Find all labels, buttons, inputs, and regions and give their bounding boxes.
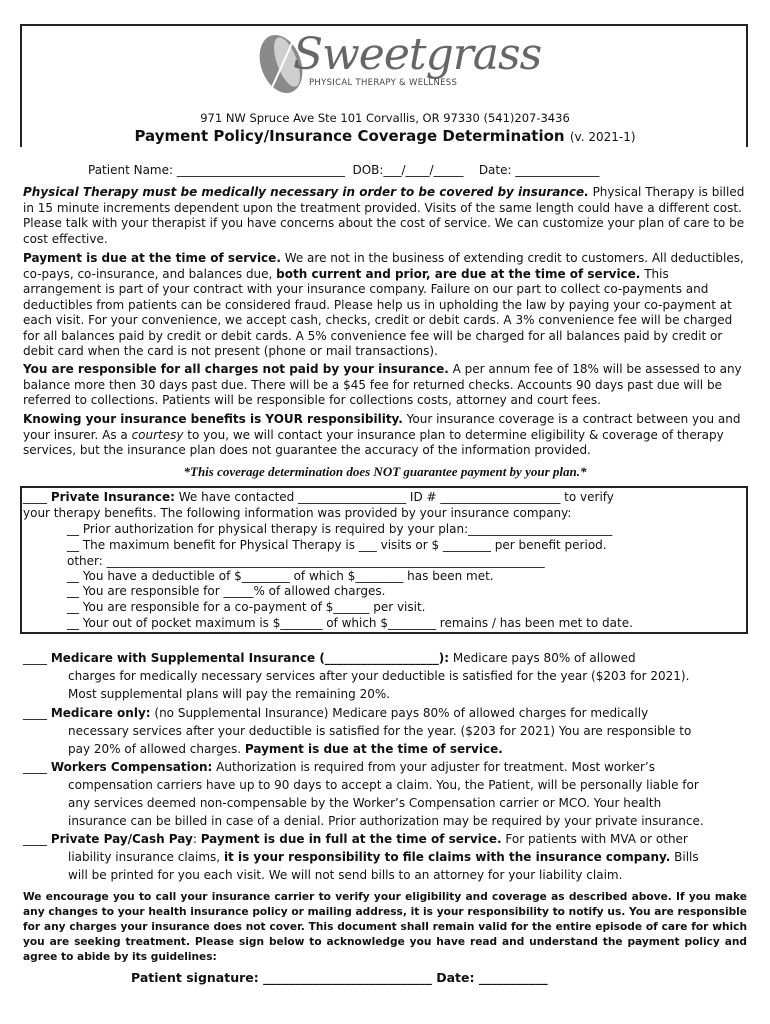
medicare-supplemental-line: Most supplemental plans will pay the remaining 20%. [68,687,391,701]
benefit-item[interactable]: __ You are responsible for a co-payment of $______ per visit. [67,600,426,614]
p4-lead: Knowing your insurance benefits is YOUR responsibility. [23,412,403,426]
p2-text-a: We are not in the business of extending credit to customers. All deductibles, co-pays, co-insurance, and balances due, [23,251,744,281]
benefit-item[interactable]: __ Your out of pocket maximum is $_______ of which $________ remains / has been met to date. [67,616,633,630]
paragraph-medical-necessity [23,185,747,247]
version-label: (v. 2021-1) [569,130,636,144]
benefit-item[interactable]: __ You are responsible for _____% of allowed charges. [67,584,386,598]
paragraph-insurance-benefits [23,412,747,459]
private-pay-line2b: it is your responsibility to file claims with the insurance company. [223,850,671,864]
workers-comp-label: Workers Compensation: [50,760,213,774]
medicare-only-line3 [23,740,747,758]
medicare-only-text: (no Supplemental Insurance) Medicare pays 80% of allowed charges for medically [150,706,649,720]
title-text: Payment Policy/Insurance Coverage Determination [134,127,565,145]
private-pay-line2c: Bills [670,850,699,864]
private-insurance-line1-rest[interactable]: We have contacted __________________ ID # ____________________ to verify [174,490,614,504]
logo-wordmark: Sweetgrass [293,29,542,80]
p4-text-b: to you, we will contact your insurance plan to determine eligibility & coverage of therapy services, but the insurance plan does not guarantee the accuracy of the information provided. [23,427,724,457]
benefit-item[interactable]: __ Prior authorization for physical therapy is required by your plan:________________________ [67,522,613,536]
p1-text: Physical Therapy is billed in 15 minute increments dependent upon the treatment provided. Visits of the same length could have a different cost. Please talk with your therapist if you have concerns about the cost of service. We can customize your plan of care to be cost effective. [23,185,745,246]
private-pay-bold: Payment is due in full at the time of service. [200,832,502,846]
p3-text: A per annum fee of 18% will be assessed to any balance more then 30 days past due. There will be a $45 fee for returned checks. Accounts 90 days past due will be referred to collections. Patients will be responsible for collections costs, attorney and court fees. [23,362,742,407]
p2-bold-b: both current and prior, are due at the time of service. [276,266,641,281]
medicare-supplemental-section [23,649,747,703]
logo-subtitle: PHYSICAL THERAPY & WELLNESS [309,78,458,88]
workers-comp-line: compensation carriers have up to 90 days to accept a claim. You, the Patient, will be personally liable for [68,778,699,792]
medicare-supplemental-label: Medicare with Supplemental Insurance (___________________): [50,651,450,665]
paragraph-payment-due [23,251,747,360]
private-insurance-line1 [23,490,614,506]
patient-name-field[interactable]: Patient Name: ____________________________ [88,163,345,177]
private-pay-line2a: liability insurance claims, [68,850,224,864]
medicare-only-line3b: Payment is due at the time of service. [244,742,503,756]
sweetgrass-logo [251,28,542,106]
private-pay-checkbox[interactable]: ____ [23,832,51,846]
p1-lead: Physical Therapy must be medically necessary in order to be covered by insurance. [23,185,589,199]
private-pay-line3: will be printed for you each visit. We will not send bills to an attorney for your liability claim. [68,868,623,882]
workers-comp-line: insurance can be billed in case of a denial. Prior authorization may be required by your private insurance. [68,814,704,828]
private-pay-text: For patients with MVA or other [501,832,688,846]
paragraph-responsibility [23,362,747,409]
workers-comp-section [23,758,747,830]
benefit-item[interactable]: __ The maximum benefit for Physical Therapy is ___ visits or $ ________ per benefit period. [67,538,607,552]
p3-lead: You are responsible for all charges not paid by your insurance. [23,362,449,376]
page-title [0,127,770,145]
patient-info-line [88,163,599,177]
private-insurance-checkbox[interactable]: ____ [23,490,51,504]
medicare-only-line3a: pay 20% of allowed charges. [68,742,245,756]
workers-comp-text: Authorization is required from your adjuster for treatment. Most worker’s [212,760,655,774]
medicare-supplemental-checkbox[interactable]: ____ [23,651,51,665]
private-pay-line2 [23,848,747,866]
medicare-only-label: Medicare only: [50,706,151,720]
private-pay-colon: : [192,832,201,846]
benefit-item[interactable]: other: _________________________________________________________________________ [67,554,545,568]
private-insurance-label: Private Insurance: [50,490,175,504]
private-pay-section [23,830,747,884]
coverage-disclaimer: *This coverage determination does NOT guarantee payment by your plan.* [183,464,587,479]
medicare-supplemental-text: Medicare pays 80% of allowed [449,651,636,665]
medicare-only-section [23,704,747,758]
patient-signature-field[interactable]: Patient signature: ___________________________ [131,970,432,985]
medicare-only-line: necessary services after your deductible is satisfied for the year. ($203 for 2021) You are responsible to [68,724,692,738]
signature-line [131,970,548,985]
clinic-address: 971 NW Spruce Ave Ste 101 Corvallis, OR 97330 (541)207-3436 [200,111,570,125]
private-insurance-line2: your therapy benefits. The following information was provided by your insurance company: [23,506,572,520]
medicare-only-checkbox[interactable]: ____ [23,706,51,720]
dob-field[interactable]: DOB:___/____/_____ [352,163,464,177]
signature-date-field[interactable]: Date: ___________ [431,970,548,985]
workers-comp-line: any services deemed non-compensable by the Worker’s Compensation carrier or MCO. Your health [68,796,662,810]
p2-lead: Payment is due at the time of service. [23,251,281,265]
p2-text-c: This arrangement is part of your contract with your insurance company. Failure on our part to collect co-payments and deductibles from patients can be considered fraud. Please help us in upholding the law by paying your co-payment at each visit. For your convenience, we accept cash, checks, credit or debit cards. A 3% convenience fee will be charged for all balances paid by credit or debit cards. A 5% convenience fee will be charged for all balances paid by credit or debit card when the card is not present (phone or mail transactions). [23,266,733,358]
private-pay-label: Private Pay/Cash Pay [50,832,193,846]
date-field[interactable]: Date: ______________ [478,163,600,177]
p4-italic: courtesy [131,427,184,442]
workers-comp-checkbox[interactable]: ____ [23,760,51,774]
p4-text-a: Your insurance coverage is a contract between you and your insurer. As a [23,412,741,442]
final-acknowledgement: We encourage you to call your insurance carrier to verify your eligibility and coverage as described above. If you make any changes to your health insurance policy or mailing address, it is your responsibility to notify us. You are responsible for any charges your insurance does not cover. This document shall remain valid for the entire episode of care for which you are seeking treatment. Please sign below to acknowledge you have read and understand the payment policy and agree to abide by its guidelines: [23,891,747,963]
medicare-supplemental-line: charges for medically necessary services after your deductible is satisfied for the year ($203 for 2021). [68,669,690,683]
benefit-item[interactable]: __ You have a deductible of $________ of which $________ has been met. [67,569,494,583]
